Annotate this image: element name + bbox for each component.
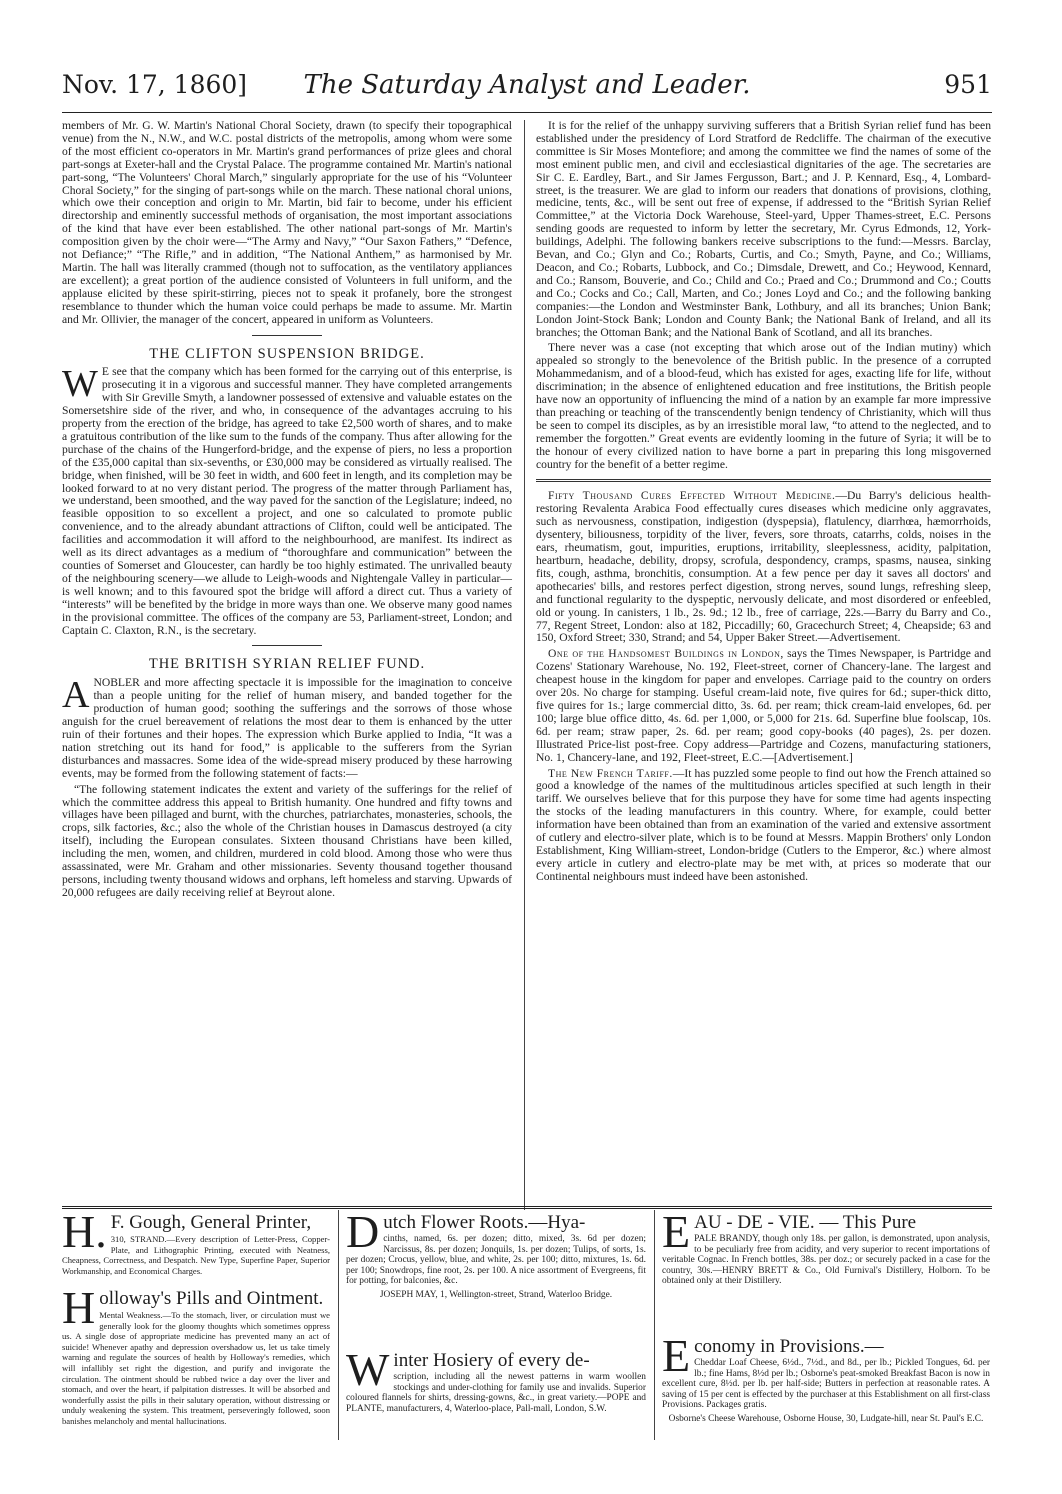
revalenta-notice: Fifty Thousand Cures Effected Without Medicine.—Du Barry's delicious health-restoring Revalenta Arabica Food effectually cures diseases which medicine only aggravates, such as nervousness, constipation, indigestion (dyspepsia), flatulency, diarrhœa, hæmorrhoids, dysentery, biliousness, torpidity of the liver, fevers, sore throats, catarrhs, colds, noises in the ears, rheumatism, gout, impurities, eruptions, irritability, sleeplessness, acidity, palpitation, heartburn, headache, debility, dropsy, scrofula, despondency, cramps, spasms, nausea, sinking fits, cough, asthma, bronchitis, consumption. At a few pence per day it saves all doctors' and apothecaries' bills, and restores perfect digestion, strong nerves, sound lungs, refreshing sleep, and functional regularity to the dyspeptic, nervously delicate, and most disordered or enfeebled, old or young. In canisters, 1 lb., 2s. 9d.; 12 lb., free of carriage, 22s.—Barry du Barry and Co., 77, Regent Street, London: also at 182, Piccadilly; 60, Gracechurch Street; 4, Cheapside; 63 and 150, Oxford Street; 330, Strand; and 54, Upper Baker Street.—Advertisement. — [536, 489, 991, 645]
section-divider — [252, 335, 322, 336]
ad-divider — [654, 1210, 655, 1440]
section-divider — [536, 479, 991, 482]
clifton-heading: THE CLIFTON SUSPENSION BRIDGE. — [149, 345, 425, 362]
issue-date: Nov. 17, 1860] — [62, 70, 248, 99]
choral-paragraph: members of Mr. G. W. Martin's National Choral Society, drawn (to specify their topographical venue) from the N., N.W., and W.C. postal districts of the metropolis, among whom were some of the most efficient co-operators in Mr. Martin's grand performances of prize glees and choral part-songs at Exeter-hall and the Crystal Palace. The programme contained Mr. Martin's national part-song, “The Volunteers' Choral March,” singularly appropriate for the use of his “Volunteer Choral Society,” for the singing of part-songs while on the march. These national choral unions, which owe their conception and origin to Mr. Martin, bid fair to become, under his efficient directorship and eminently successful methods of organisation, the most important associations of the kind that have ever been established. The other national part-songs of Mr. Martin's composition given by the choir were—“The Army and Navy,” “Our Saxon Fathers,” “Defence, not Defiance;” “The Rifle,” and in addition, “The National Anthem,” as harmonised by Mr. Martin. The hall was literally crammed (though not to suffocation, as the ventilatory appliances are excellent); a great portion of the audience consisted of Volunteers in full uniform, and the applause elicited by these spirit-stirring, pieces not to speak it profanely, bore the strongest resemblance to thunder which the human voice could perhaps be made to assume. Mr. Martin and Mr. Ollivier, the manager of the concert, appeared in uniform as Volunteers. — [62, 119, 512, 326]
ad-holloway: H olloway's Pills and Ointment. Mental Weakness.—To the stomach, liver, or circulation must we generally look for the gloomy thoughts which sometimes oppress us. A single dose of appropriate medicine has prevented many an act of suicide! Whenever apathy and depression overshadow us, let us take timely warning and regulate the sources of health by Holloway's remedies, which will infallibly set right the digestion, and purify and invigorate the circulation. The ointment should be rubbed twice a day over the liver and stomach, and over the heart, if palpitation distresses. It will be absorbed and wonderfully assist the pills in their salutary operation, without distressing or unduly weakening the system. This treatment, perseveringly followed, soon banishes melancholy and mental hallucinations. — [62, 1282, 330, 1426]
ads-rule — [62, 1206, 992, 1209]
header-rule — [62, 112, 992, 113]
syrian-continued: It is for the relief of the unhappy surviving sufferers that a British Syrian relief fund has been established under the presidency of Lord Stratford de Redcliffe. The chairman of the executive committee is Sir Moses Montefiore; and among the committee we find the names of some of the most eminent public men, and civil and ecclesiastical dignitaries of the age. The secretaries are Sir C. E. Eardley, Bart., and Sir James Fergusson, Bart.; and J. P. Kennard, Esq., 4, Lombard-street, is the treasurer. We are glad to inform our readers that donations of provisions, clothing, medicine, tents, &c., will be sent out free of expense, if addressed to the “British Syrian Relief Committee,” at the Victoria Dock Warehouse, Steel-yard, Upper Thames-street, E.C. Persons sending goods are requested to inform by letter the secretary, Mr. Cyrus Edmonds, 12, York-buildings, Adelphi. The following bankers receive subscriptions to the fund:—Messrs. Barclay, Bevan, and Co.; Glyn and Co.; Robarts, Curtis, and Co.; Smyth, Payne, and Co.; Williams, Deacon, and Co.; Robarts, Lubbock, and Co.; Dimsdale, Drewett, and Co.; Heywood, Kennard, and Co.; Ransom, Bouverie, and Co.; Child and Co.; Praed and Co.; Drummond and Co.; Coutts and Co.; Cocks and Co.; Call, Marten, and Co.; Jones Loyd and Co.; and the following banking companies:—the London and Westminster Bank, Lothbury, and all its branches; Union Bank; London Joint-Stock Bank; London and County Bank; the National Bank of Ireland, and all its branches; the Ottoman Bank; and the National Bank of Scotland, and all its branches. — [536, 119, 991, 339]
tariff-notice: The New French Tariff.—It has puzzled some people to find out how the French attained so good a knowledge of the names of the multitudinous articles specified at such length in their tariff. We ourselves believe that for this purpose they have for some time had agents inspecting the stocks of the leading manufacturers in this country. Where, for example, could better information have been obtained than from an examination of the varied and extensive assortment of cutlery and electro-silver plate, which is to be found at Messrs. Mappin Brothers' only London Establishment, King William-street, London-bridge (Cutlers to the Emperor, &c.) where almost every article in cutlery and electro-plate may be met with, at prices so moderate that our Continental neighbours must indeed have been astonished. — [536, 766, 991, 883]
page-number: 951 — [944, 70, 992, 99]
ad-dutch-roots: D utch Flower Roots.—Hya- cinths, named, 6s. per dozen; ditto, mixed, 3s. 6d per dozen; Narcissus, 8s. per dozen; Jonquils, 1s. per dozen; Tulips, of sorts, 1s. per dozen; Crocus, yellow, blue, and white, 2s. per 100; ditto, mixtures, 1s. 6d. per 100; Snowdrops, fine root, 2s. per 100. A nice assortment of Evergreens, fit for potting, for balconies, &c. JOSEPH MAY, 1, Wellington-street, Strand, Waterloo Bridge. — [346, 1206, 646, 1300]
syrian-heading: THE BRITISH SYRIAN RELIEF FUND. — [148, 656, 426, 673]
ad-divider — [338, 1210, 339, 1440]
publication-title: The Saturday Analyst and Leader. — [303, 70, 751, 100]
ad-gough: H. F. Gough, General Printer, 310, STRAND.—Every description of Letter-Press, Copper-Plate, and Lithographic Printing, executed with Neatness, Cheapness, Correctness, and Despatch. New Type, Superfine Paper, Superior Workmanship, and Economical Charges. — [62, 1206, 330, 1276]
ad-eau-de-vie: E AU - DE - VIE. — This Pure PALE BRANDY, though only 18s. per gallon, is demonstrated, upon analysis, to be peculiarly free from acidity, and very superior to recent importations of veritable Cognac. In French bottles, 38s. per doz.; or securely packed in a case for the country, 30s.—HENRY BRETT & Co., Old Furnival's Distillery, Holborn. To be obtained only at their Distillery. — [662, 1206, 990, 1287]
section-divider — [252, 645, 322, 646]
clifton-paragraph: W E see that the company which has been formed for the carrying out of this enterprise, is prosecuting it in a vigorous and successful manner. They have completed arrangements with Sir Greville Smyth, a landowner possessed of extensive and valuable estates on the Somersetshire side of the river, and who, in consequence of the advantages accruing to his property from the erection of the bridge, has agreed to take £2,500 worth of shares, and to make a gratuitous contribution of the like sum to the funds of the company. Thus after allowing for the purchase of the chains of the Hungerford-bridge, and the expense of piers, no less a proportion of the £35,000 capital than six-sevenths, or £30,000 may be considered as virtually realised. The bridge, when finished, will be 30 feet in width, and 600 feet in length, and its completion may be looked forward to at no very distant period. The progress of the matter through Parliament has, we understand, been smoothed, and the way paved for the sanction of the Legislature; indeed, no feasible opposition to so excellent a project, and one so calculated to promote public convenience, and to the already abundant attractions of Clifton, could well be anticipated. The facilities and accommodation it will afford to the neighbourhood, are manifest. Its indirect as well as its direct advantages as a medium of “thoroughfare and communication” between the counties of Somerset and Gloucester, can hardly be too highly estimated. The unrivalled beauty of the neighbouring scenery—we allude to Leigh-woods and Nightengale Valley in particular—is well known; and to this favoured spot the bridge will afford a direct cut. Thus a variety of “interests” will be benefited by the bridge in more ways than one. We observe many good names in the provisional committee. The offices of the company are 53, Parliament-street, London; and Captain C. Claxton, R.N., is the secretary. — [62, 363, 512, 637]
column-divider — [524, 120, 525, 1210]
stationery-notice: One of the Handsomest Buildings in London, says the Times Newspaper, is Partridge and Cozens' Stationary Warehouse, No. 192, Fleet-street, corner of Chancery-lane. The largest and cheapest house in the kingdom for paper and envelopes. Carriage paid to the country on orders over 20s. No charge for stamping. Useful cream-laid note, five quires for 6d.; super-thick ditto, five quires for 1s.; large commercial ditto, 3s. 6d. per ream; thick cream-laid envelopes, 6d. per 100; large blue office ditto, 4s. 6d. per 1,000, or 5,000 for 21s. 6d. Superfine blue foolscap, 10s. 6d. per ream; straw paper, 2s. 6d. per ream; good copy-books (40 pages), 2s. per dozen. Illustrated Price-list post-free. Copy address—Partridge and Cozens, manufacturing stationers, No. 1, Chancery-lane, and 192, Fleet-street, E.C.—[Advertisement.] — [536, 647, 991, 764]
left-column — [62, 120, 512, 903]
syrian-paragraph: ANOBLER and more affecting spectacle it is impossible for the imagination to conceive than a people uniting for the relief of human misery, and banded together for the production of human good; soothing the sufferings and the sorrows of those whose anguish for the cruel bereavement of relations the most dear to them is enhanced by the utter ruin of their fortunes and their hopes. The expression which Burke applied to India, “It was a nation stretching out its hand for food,” is applicable to the sufferers from the Syrian disturbances and massacres. Some idea of the wide-spread misery produced by these harrowing events, may be formed from the following statement of facts:— — [62, 674, 512, 780]
page-header — [62, 70, 992, 106]
ad-winter-hosiery: W inter Hosiery of every de- scription, including all the newest patterns in warm woollen stockings and under-clothing for family use and invalids. Superior coloured flannels for shirts, dressing-gowns, &c., in great variety.—POPE and PLANTE, manufacturers, 4, Waterloo-place, Pall-mall, London, S.W. — [346, 1344, 646, 1414]
drop-cap: W — [62, 363, 98, 406]
advertisements — [62, 1206, 992, 1440]
drop-cap: A — [62, 674, 90, 717]
ad-economy: E conomy in Provisions.— Cheddar Loaf Cheese, 6½d., 7½d., and 8d., per lb.; Pickled Tongues, 6d. per lb.; fine Hams, 8½d per lb.; Osborne's peat-smoked Breakfast Bacon is now in excellent cure, 8½d. per lb. per half-side; Butters in perfection at reasonable rates. A saving of 15 per cent is effected by the purchaser at this Establishment on all first-class Provisions. Packages gratis. Osborne's Cheese Warehouse, Osborne House, 30, Ludgate-hill, near St. Paul's E.C. — [662, 1330, 990, 1424]
syrian-statement: “The following statement indicates the extent and variety of the sufferings for the relief of which the committee address this appeal to British humanity. One hundred and fifty towns and villages have been pillaged and burnt, with the churches, patriarchates, monasteries, schools, the crops, silk factories, &c.; also the whole of the Christian houses in Damascus destroyed (a city itself), including the European consulates. Sixteen thousand Christians have been killed, including the men, women, and children, murdered in cold blood. Among those who were thus assassinated, were Mr. Graham and other missionaries. Seventy thousand together thousand persons, including twenty thousand widows and orphans, left homeless and starving. Upwards of 20,000 refugees are daily receiving relief at Beyrout alone. — [62, 782, 512, 899]
syrian-continued-2: There never was a case (not excepting that which arose out of the Indian mutiny) which appealed so strongly to the benevolence of the British public. In the presence of a corrupted Mohammedanism, and of a blood-feud, which has existed for ages, exacting life for life, without discrimination; in the absence of enlightened education and free institutions, the British people have now an opportunity of influencing the mind of a nation by an example far more impressive than preaching or teaching of the transcendently benign tendency of Christianity, which will thus be seen to compel its disciples, as by an irresistible moral law, “to attend to the neglected, and to remember the forgotten.” Great events are evidently looming in the future of Syria; it will be to the honour of every civilized nation to have borne a part in preparing this long misgoverned country for the benefit of a better regime. — [536, 341, 991, 471]
right-column — [536, 120, 991, 887]
